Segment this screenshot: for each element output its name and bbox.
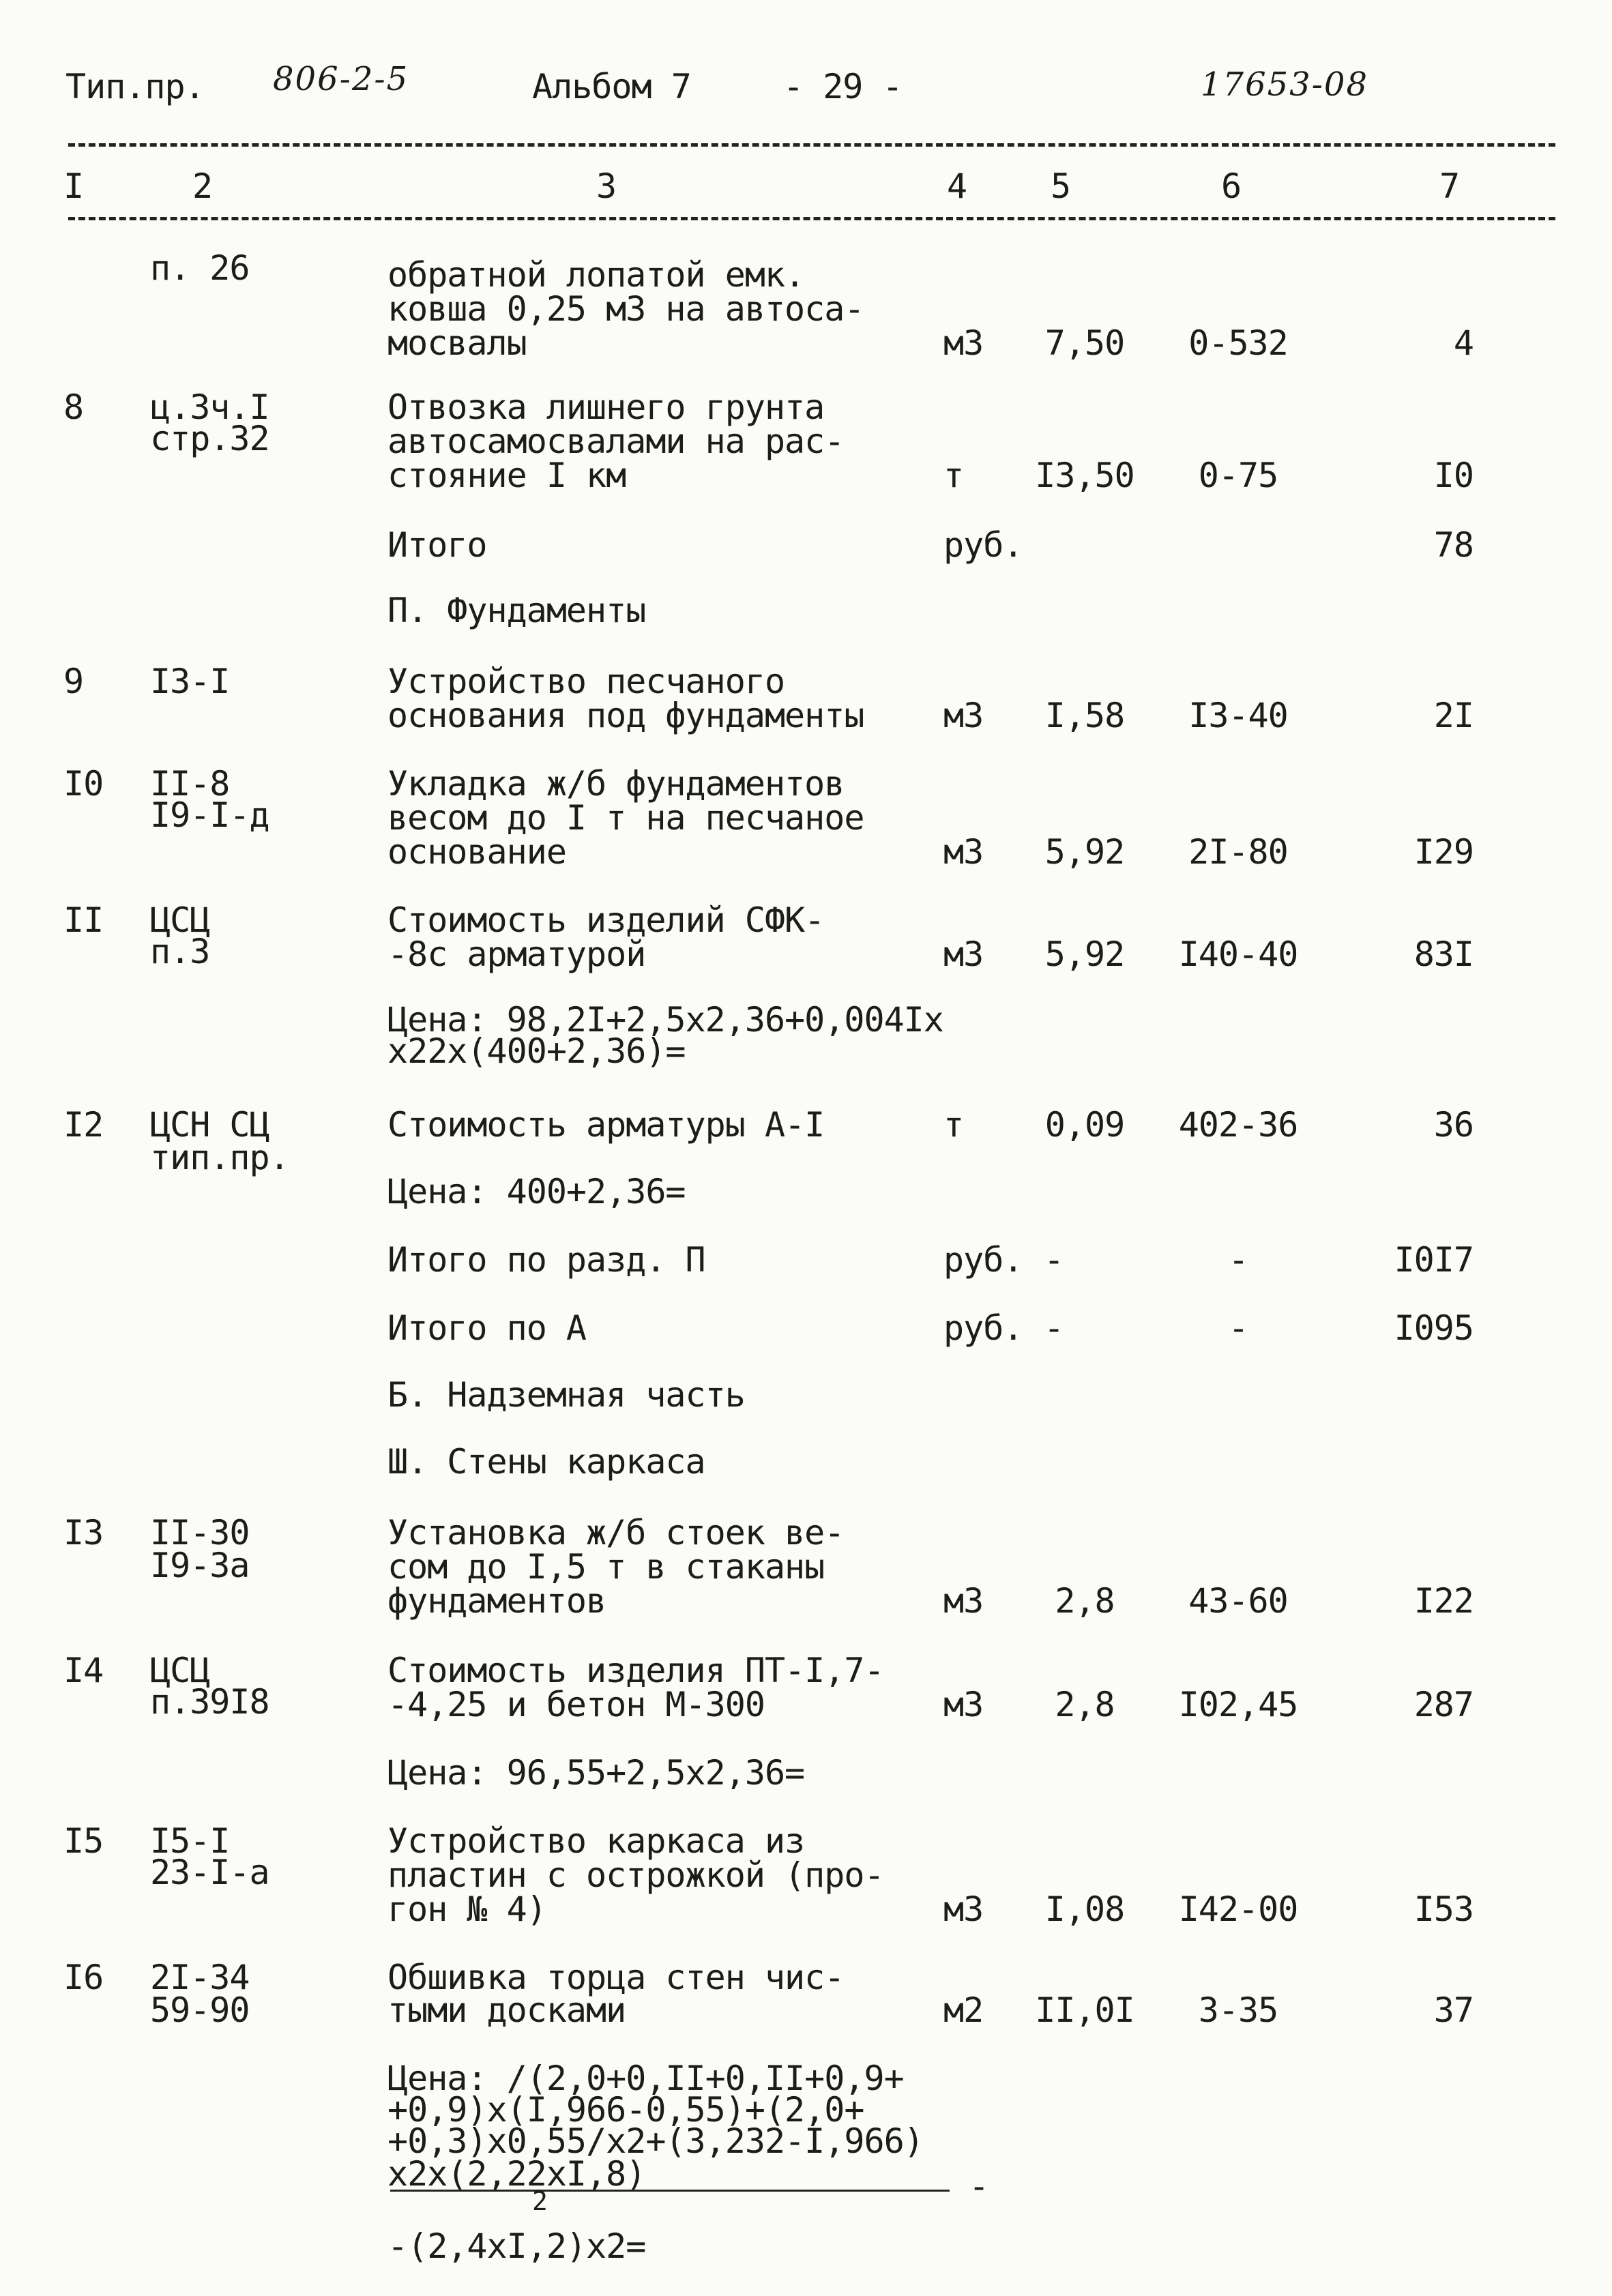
section-heading: Ш. Стены каркаса [387, 1442, 705, 1482]
subtotal-label: Итого [387, 525, 487, 565]
row-num: I5 [63, 1821, 104, 1861]
row-qty: 2,8 [1055, 1685, 1115, 1724]
row-code: 59-90 [150, 1990, 250, 2030]
row-price: 2I-80 [1188, 832, 1288, 872]
row-qty: - [1044, 1240, 1064, 1280]
row-unit: т [943, 1105, 964, 1145]
row-code: п. 26 [150, 248, 250, 288]
price-formula: +0,3)х0,55/х2+(3,232-I,966) [387, 2121, 924, 2161]
price-formula: Цена: 400+2,36= [387, 1172, 686, 1211]
row-code: I3-I [150, 662, 230, 701]
section-heading: Б. Надземная часть [387, 1375, 745, 1415]
row-code: ЦСЦ [150, 1651, 210, 1690]
row-desc: мосвалы [387, 323, 527, 363]
row-num: I0 [63, 764, 104, 804]
row-price: 3-35 [1198, 1990, 1278, 2030]
row-desc: Укладка ж/б фундаментов [387, 764, 845, 804]
row-desc: основание [387, 832, 566, 872]
row-num: I6 [63, 1958, 104, 1997]
row-code: ЦСН СЦ [150, 1105, 269, 1145]
row-total: 36 [1433, 1105, 1474, 1145]
row-desc: гон № 4) [387, 1889, 546, 1929]
row-desc: весом до I т на песчаное [387, 798, 864, 838]
row-price: - [1228, 1308, 1248, 1348]
row-price: I42-00 [1178, 1889, 1298, 1929]
row-price: 43-60 [1188, 1581, 1288, 1621]
row-unit: м3 [943, 323, 984, 363]
price-formula: Цена: 98,2I+2,5х2,36+0,004Iх [387, 1000, 943, 1040]
row-price: - [1228, 1240, 1248, 1280]
price-formula: х22х(400+2,36)= [387, 1031, 686, 1071]
row-desc: основания под фундаменты [387, 696, 864, 735]
column-header-3: 3 [596, 166, 617, 206]
subtotal-label: Итого по разд. П [387, 1240, 705, 1280]
price-formula-last: -(2,4хI,2)х2= [387, 2226, 646, 2266]
row-desc: автосамосвалами на рас- [387, 422, 845, 461]
row-price: I3-40 [1188, 696, 1288, 735]
price-formula: +0,9)х(I,966-0,55)+(2,0+ [387, 2090, 864, 2130]
row-price: 0-75 [1198, 456, 1278, 495]
column-header-5: 5 [1051, 166, 1071, 206]
row-unit: т [943, 456, 964, 495]
row-code: II-8 [150, 764, 230, 804]
column-header-6: 6 [1221, 166, 1242, 206]
row-unit: руб. [943, 1240, 1023, 1280]
column-header-2: 2 [192, 166, 213, 206]
row-num: 8 [63, 387, 84, 427]
row-unit: м2 [943, 1990, 984, 2030]
column-header-7: 7 [1439, 166, 1460, 206]
row-qty: - [1044, 1308, 1064, 1348]
row-desc: сом до I,5 т в стаканы [387, 1547, 825, 1587]
row-qty: I,08 [1044, 1889, 1125, 1929]
price-formula: Цена: 96,55+2,5х2,36= [387, 1753, 805, 1793]
row-total: 83I [1413, 934, 1474, 974]
header-doc-number: 17653-08 [1201, 65, 1368, 104]
fraction-operator: - [969, 2166, 989, 2206]
row-code: тип.пр. [150, 1138, 289, 1177]
price-formula: х2х(2,22хI,8) [387, 2154, 646, 2194]
row-unit: руб. [943, 1308, 1023, 1348]
row-code: ЦСЦ [150, 900, 210, 940]
row-desc: Стоимость изделий СФК- [387, 900, 825, 940]
row-desc: пластин с острожкой (про- [387, 1855, 884, 1895]
row-num: I3 [63, 1513, 104, 1552]
row-qty: I,58 [1044, 696, 1125, 735]
row-price: I02,45 [1178, 1685, 1298, 1724]
row-code: I5-I [150, 1821, 230, 1861]
row-total: I0 [1433, 456, 1474, 495]
row-desc: -4,25 и бетон М-300 [387, 1685, 765, 1724]
row-qty: 7,50 [1044, 323, 1125, 363]
row-price: 0-532 [1188, 323, 1288, 363]
row-code: I9-3а [150, 1546, 250, 1585]
row-desc: ковша 0,25 м3 на автоса- [387, 289, 864, 329]
row-num: I2 [63, 1105, 104, 1145]
row-qty: 2,8 [1055, 1581, 1115, 1621]
row-total: 2I [1433, 696, 1474, 735]
row-unit: м3 [943, 1889, 984, 1929]
row-unit: м3 [943, 696, 984, 735]
row-qty: 5,92 [1044, 934, 1125, 974]
row-code: II-30 [150, 1513, 250, 1552]
row-unit: м3 [943, 934, 984, 974]
column-header-4: 4 [947, 166, 967, 206]
row-unit: м3 [943, 1581, 984, 1621]
row-total: I22 [1413, 1581, 1474, 1621]
row-desc: -8с арматурой [387, 934, 646, 974]
column-header-1: I [63, 166, 84, 206]
fraction-denominator: 2 [532, 2186, 547, 2216]
row-code: 2I-34 [150, 1958, 250, 1997]
row-qty: 5,92 [1044, 832, 1125, 872]
header-top-rule [68, 143, 1555, 147]
row-desc: тыми досками [387, 1990, 626, 2030]
row-total: I0I7 [1394, 1240, 1474, 1280]
row-desc: фундаментов [387, 1581, 606, 1621]
row-code: п.3 [150, 932, 210, 971]
row-num: I4 [63, 1651, 104, 1690]
row-desc: Обшивка торца стен чис- [387, 1958, 845, 1997]
row-code: 23-I-а [150, 1853, 269, 1892]
row-total: I095 [1394, 1308, 1474, 1348]
row-code: п.39I8 [150, 1682, 269, 1722]
row-desc: Устройство песчаного [387, 662, 785, 701]
row-code: I9-I-д [150, 795, 269, 835]
row-desc: Установка ж/б стоек ве- [387, 1513, 845, 1552]
row-qty: I3,50 [1035, 456, 1134, 495]
row-total: 37 [1433, 1990, 1474, 2030]
row-desc: Стоимость арматуры А-I [387, 1105, 825, 1145]
row-price: I40-40 [1178, 934, 1298, 974]
row-qty: II,0I [1035, 1990, 1134, 2030]
row-code: ц.3ч.I [150, 387, 269, 427]
header-page-number: - 29 - [783, 67, 903, 106]
subtotal-label: Итого по А [387, 1308, 587, 1348]
header-tip-number: 806-2-5 [273, 60, 409, 98]
row-desc: Устройство каркаса из [387, 1821, 805, 1861]
row-total: 4 [1453, 323, 1474, 363]
row-total: I29 [1413, 832, 1474, 872]
header-tip-label: Тип.пр. [65, 67, 205, 106]
row-unit: руб. [943, 525, 1023, 565]
fraction-bar [390, 2190, 950, 2192]
row-unit: м3 [943, 832, 984, 872]
row-total: I53 [1413, 1889, 1474, 1929]
row-unit: м3 [943, 1685, 984, 1724]
row-desc: обратной лопатой емк. [387, 255, 805, 295]
row-desc: Стоимость изделия ПТ-I,7- [387, 1651, 884, 1690]
row-desc: стояние I км [387, 456, 626, 495]
row-num: II [63, 900, 104, 940]
row-qty: 0,09 [1044, 1105, 1125, 1145]
row-total: 78 [1433, 525, 1474, 565]
header-album: Альбом 7 [532, 67, 691, 106]
row-code: стр.32 [150, 419, 269, 458]
row-desc: Отвозка лишнего грунта [387, 387, 825, 427]
section-heading: П. Фундаменты [387, 591, 646, 630]
row-num: 9 [63, 662, 84, 701]
row-price: 402-36 [1178, 1105, 1298, 1145]
header-bottom-rule [68, 217, 1555, 220]
price-formula: Цена: /(2,0+0,II+0,II+0,9+ [387, 2059, 904, 2098]
row-total: 287 [1413, 1685, 1474, 1724]
